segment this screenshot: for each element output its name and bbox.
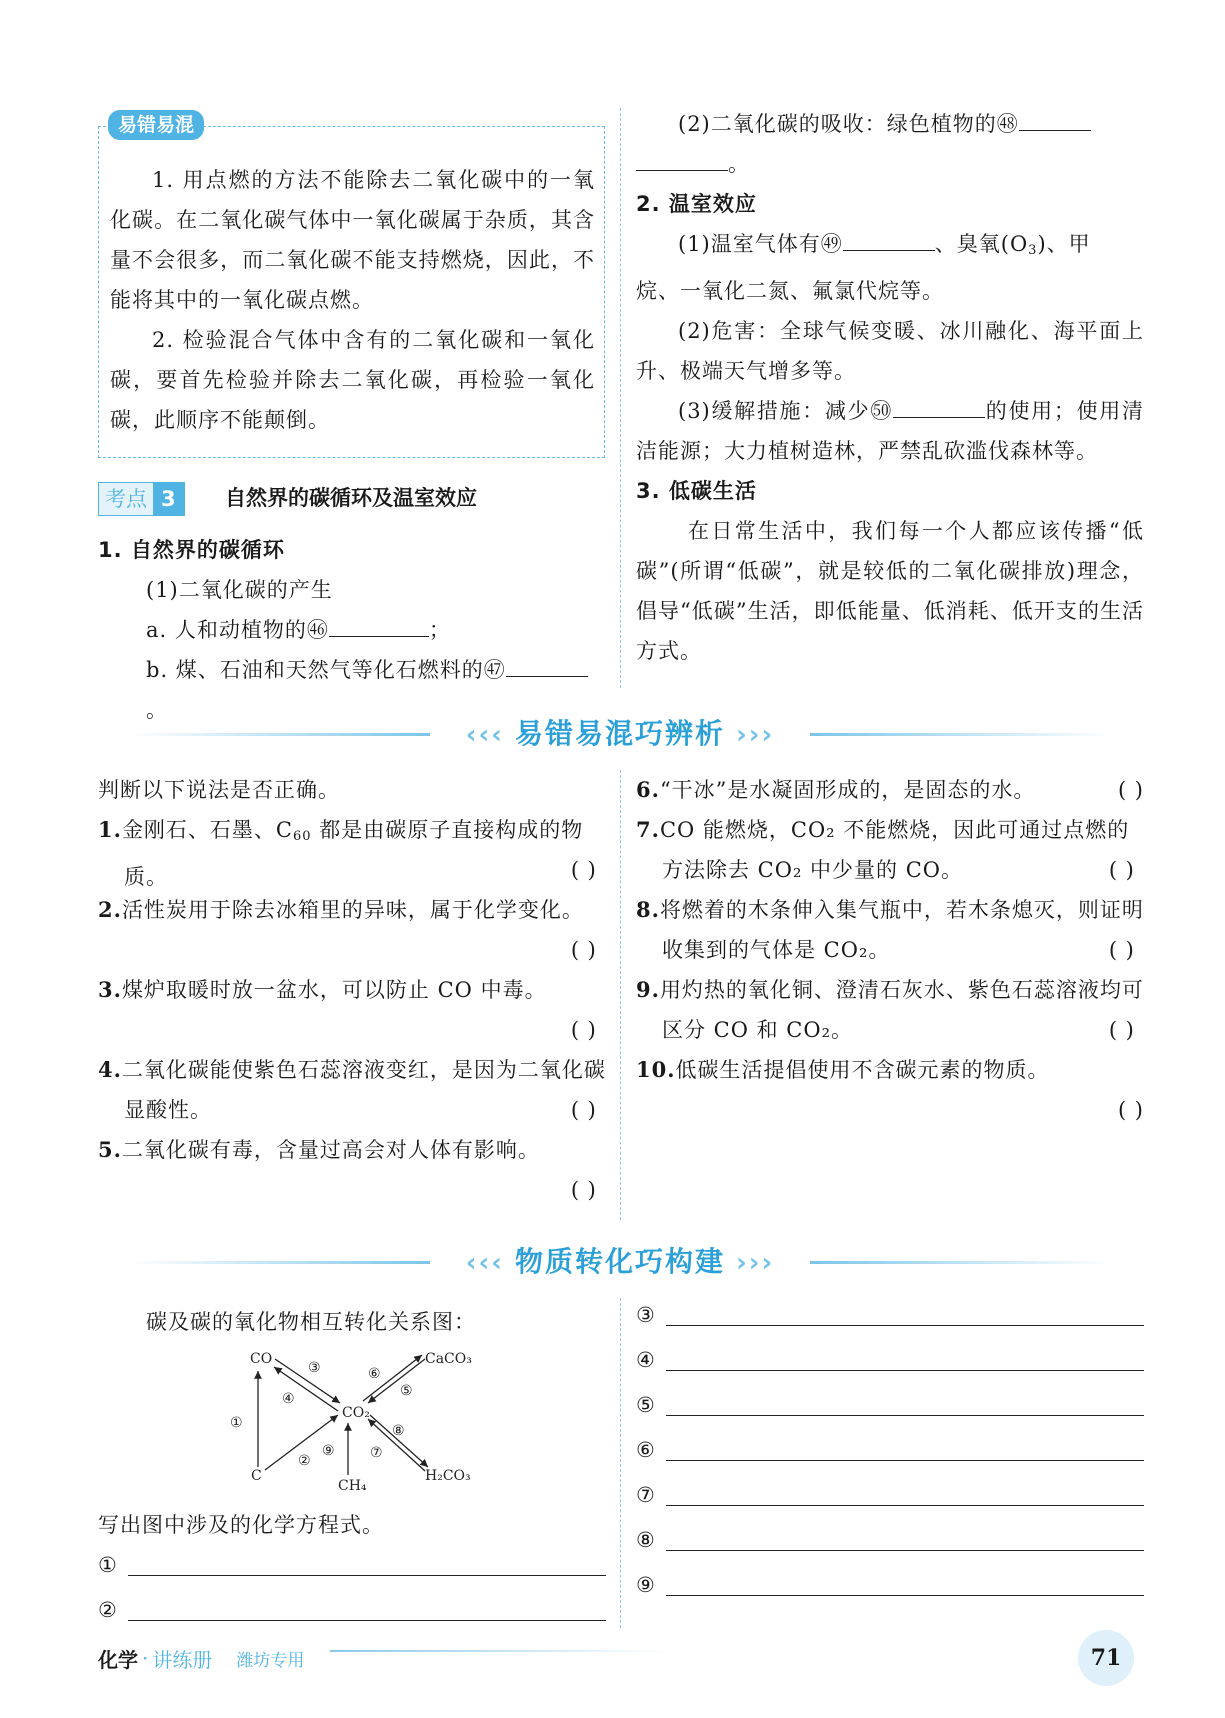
answer-paren[interactable]: ( )	[570, 1098, 597, 1122]
column-divider	[620, 1298, 621, 1628]
label-1: ①	[230, 1415, 243, 1431]
kaodian-number: 3	[153, 483, 184, 515]
label-6: ⑥	[368, 1366, 381, 1382]
banner-line-left	[130, 733, 430, 736]
quiz-item-6	[636, 770, 1144, 810]
warning-content	[110, 160, 595, 440]
quiz-num: 1.	[98, 817, 122, 842]
node-co2: CO₂	[342, 1405, 370, 1421]
blank-47[interactable]	[506, 654, 588, 677]
footer-dot: ·	[142, 1646, 149, 1670]
diagram-caption: 碳及碳的氧化物相互转化关系图：	[146, 1310, 476, 1334]
equation-row-1	[98, 1545, 606, 1590]
answer-paren[interactable]: ( )	[570, 1178, 597, 1202]
banner-title-wrap	[440, 1240, 800, 1285]
left-column	[98, 530, 608, 730]
banner-line-right	[810, 1261, 1110, 1264]
right-column	[636, 104, 1144, 671]
page-number: 71	[1078, 1630, 1134, 1686]
label-8: ⑧	[392, 1423, 405, 1439]
mitigation-text: 的使用；使用清洁能源；大力植树造林，严禁乱砍滥伐森林等。	[636, 399, 1144, 463]
quiz-text: 二氧化碳有毒，含量过高会对人体有影响。	[121, 1138, 540, 1162]
chevrons-left-icon: ‹‹‹	[465, 720, 515, 750]
equation-label: ⑦	[636, 1483, 655, 1507]
greenhouse-gases-cont: 烷、一氧化二氮、氟氯代烷等。	[636, 279, 944, 303]
carbon-transformation-diagram	[220, 1345, 520, 1495]
subscript: 3	[1028, 243, 1038, 258]
quiz-text-cont: 都是由碳原子直接构成的物质。	[124, 818, 584, 889]
quiz-text: 二氧化碳能使紫色石蕊溶液变红，是因为二氧化碳显酸性。	[121, 1058, 606, 1122]
blank-49-label: (1)温室气体有㊾	[678, 232, 843, 256]
quiz-text: 煤炉取暖时放一盆水，可以防止 CO 中毒。	[121, 978, 547, 1002]
answer-paren[interactable]: ( )	[1108, 1018, 1135, 1042]
answer-paren[interactable]: ( )	[1108, 858, 1135, 882]
node-h2co3: H₂CO₃	[425, 1468, 471, 1484]
equation-input-3[interactable]	[666, 1325, 1144, 1326]
footer-subject: 化学	[98, 1647, 138, 1672]
blank-50-label: (3)缓解措施：减少㊿	[678, 399, 894, 423]
equation-input-1[interactable]	[128, 1575, 606, 1576]
quiz-num: 5.	[98, 1137, 122, 1162]
footer-edition: 潍坊专用	[236, 1650, 305, 1671]
quiz-num: 2.	[98, 897, 122, 922]
equation-row-8	[636, 1520, 1144, 1565]
equations-left	[98, 1545, 606, 1635]
quiz-text: 金刚石、石墨、C	[121, 818, 294, 842]
equation-label: ①	[98, 1553, 117, 1577]
answer-paren[interactable]: ( )	[1108, 938, 1135, 962]
quiz-text: 活性炭用于除去冰箱里的异味，属于化学变化。	[121, 898, 584, 922]
blank-48a[interactable]	[1019, 108, 1091, 131]
equation-prompt: 写出图中涉及的化学方程式。	[98, 1513, 384, 1537]
quiz-text: 将燃着的木条伸入集气瓶中，若木条熄灭，则证明收集到的气体是 CO₂。	[659, 898, 1144, 962]
quiz-intro: 判断以下说法是否正确。	[98, 778, 340, 802]
quiz-item-4	[98, 1050, 606, 1130]
footer-book: 讲练册	[152, 1647, 213, 1672]
answer-paren[interactable]: ( )	[1117, 1098, 1144, 1122]
equation-input-9[interactable]	[666, 1595, 1144, 1596]
blank-48b[interactable]	[636, 148, 728, 171]
chevrons-left-icon: ‹‹‹	[465, 1248, 515, 1278]
quiz-num: 8.	[636, 897, 660, 922]
label-5: ⑤	[400, 1383, 413, 1399]
equation-input-7[interactable]	[666, 1505, 1144, 1506]
quiz-num: 10.	[636, 1057, 676, 1082]
quiz-num: 4.	[98, 1057, 122, 1082]
equation-label: ②	[98, 1598, 117, 1622]
equations-right	[636, 1295, 1144, 1610]
kaodian-badge	[98, 482, 185, 516]
equation-row-2	[98, 1590, 606, 1635]
quiz-text: 用灼热的氧化铜、澄清石灰水、紫色石蕊溶液均可区分 CO 和 CO₂。	[659, 978, 1144, 1042]
low-carbon-text: 在日常生活中，我们每一个人都应该传播“低碳”(所谓“低碳”，就是较低的二氧化碳排放)理念，倡导“低碳”生活，即低能量、低消耗、低开支的生活方式。	[636, 519, 1144, 663]
kaodian-title: 自然界的碳循环及温室效应	[225, 486, 477, 510]
blank-47-label: b. 煤、石油和天然气等化石燃料的㊼	[146, 658, 506, 682]
quiz-item-5	[98, 1130, 606, 1210]
blank-49-row	[636, 224, 1144, 271]
column-divider	[620, 770, 621, 1220]
blank-48-row-2	[636, 144, 1144, 184]
quiz-num: 6.	[636, 777, 660, 802]
equation-row-5	[636, 1385, 1144, 1430]
section-heading-greenhouse: 2. 温室效应	[636, 192, 757, 216]
banner-transformation	[130, 1240, 1110, 1284]
punct: ；	[428, 618, 451, 642]
quiz-item-2	[98, 890, 606, 970]
punct: 。	[146, 698, 168, 722]
ozone-text-end: )、甲	[1037, 232, 1091, 256]
node-ch4: CH₄	[338, 1478, 367, 1494]
punct: 。	[728, 152, 750, 176]
equation-input-4[interactable]	[666, 1370, 1144, 1371]
quiz-item-1	[98, 810, 606, 890]
section-heading-low-carbon: 3. 低碳生活	[636, 479, 757, 503]
section-heading-carbon-cycle: 1. 自然界的碳循环	[98, 538, 285, 562]
equation-label: ⑧	[636, 1528, 655, 1552]
blank-50-row	[636, 391, 1144, 471]
equation-row-7	[636, 1475, 1144, 1520]
kaodian-label: 考点	[105, 487, 147, 511]
equation-label: ⑤	[636, 1393, 655, 1417]
warning-para-1: 1. 用点燃的方法不能除去二氧化碳中的一氧化碳。在二氧化碳气体中一氧化碳属于杂质，其含量不会很多，而二氧化碳不能支持燃烧，因此，不能将其中的一氧化碳点燃。	[110, 168, 595, 312]
equation-row-3	[636, 1295, 1144, 1340]
label-2: ②	[298, 1453, 311, 1469]
subscript: 60	[293, 829, 312, 844]
blank-49[interactable]	[843, 228, 935, 251]
quiz-item-7	[636, 810, 1144, 890]
node-co: CO	[250, 1351, 273, 1367]
chevrons-right-icon: ›››	[725, 1248, 775, 1278]
banner-title: 物质转化巧构建	[514, 1245, 725, 1278]
quiz-right	[636, 770, 1144, 1130]
greenhouse-harm: (2)危害：全球气候变暖、冰川融化、海平面上升、极端天气增多等。	[636, 319, 1144, 383]
warning-para-2: 2. 检验混合气体中含有的二氧化碳和一氧化碳，要首先检验并除去二氧化碳，再检验一氧化碳，此顺序不能颠倒。	[110, 328, 595, 432]
quiz-text: CO 能燃烧，CO₂ 不能燃烧，因此可通过点燃的方法除去 CO₂ 中少量的 CO。	[659, 818, 1130, 882]
equation-input-6[interactable]	[666, 1460, 1144, 1461]
co2-source-heading: (1)二氧化碳的产生	[146, 578, 333, 602]
blank-48-row	[636, 104, 1144, 144]
quiz-item-8	[636, 890, 1144, 970]
quiz-num: 9.	[636, 977, 660, 1002]
equation-row-4	[636, 1340, 1144, 1385]
label-3: ③	[308, 1360, 321, 1376]
equation-input-2[interactable]	[128, 1620, 606, 1621]
quiz-item-10	[636, 1050, 1144, 1130]
equation-label: ④	[636, 1348, 655, 1372]
label-9: ⑨	[322, 1443, 335, 1459]
quiz-text: 低碳生活提倡使用不含碳元素的物质。	[675, 1058, 1050, 1082]
banner-confusion	[130, 712, 1110, 756]
footer-line	[330, 1650, 670, 1652]
equation-row-9	[636, 1565, 1144, 1610]
node-caco3: CaCO₃	[425, 1351, 472, 1367]
equation-label: ⑨	[636, 1573, 655, 1597]
quiz-num: 7.	[636, 817, 660, 842]
equation-input-8[interactable]	[666, 1550, 1144, 1551]
quiz-left	[98, 770, 606, 1210]
blank-46[interactable]	[329, 614, 429, 637]
ozone-text: 、臭氧(O	[934, 232, 1029, 256]
answer-paren[interactable]: ( )	[1117, 778, 1144, 802]
blank-46-label: a. 人和动植物的㊻	[146, 618, 329, 642]
answer-paren[interactable]: ( )	[570, 938, 597, 962]
banner-title-wrap	[440, 712, 800, 757]
blank-50[interactable]	[893, 395, 985, 418]
chevrons-right-icon: ›››	[725, 720, 775, 750]
column-divider	[620, 108, 621, 688]
quiz-item-3	[98, 970, 606, 1050]
node-c: C	[251, 1468, 262, 1484]
answer-paren[interactable]: ( )	[570, 858, 597, 882]
answer-paren[interactable]: ( )	[570, 1018, 597, 1042]
equation-row-6	[636, 1430, 1144, 1475]
footer-tag	[98, 1640, 304, 1676]
blank-46-row	[98, 610, 608, 650]
equation-label: ③	[636, 1303, 655, 1327]
banner-line-left	[130, 1261, 430, 1264]
warning-tag: 易错易混	[108, 110, 204, 140]
blank-48-label: (2)二氧化碳的吸收：绿色植物的㊽	[678, 112, 1019, 136]
equation-input-5[interactable]	[666, 1415, 1144, 1416]
label-4: ④	[282, 1391, 295, 1407]
label-7: ⑦	[370, 1445, 383, 1461]
quiz-num: 3.	[98, 977, 122, 1002]
quiz-text: “干冰”是水凝固形成的，是固态的水。	[659, 778, 1036, 802]
banner-line-right	[810, 733, 1110, 736]
equation-label: ⑥	[636, 1438, 655, 1462]
quiz-item-9	[636, 970, 1144, 1050]
banner-title: 易错易混巧辨析	[514, 717, 725, 750]
